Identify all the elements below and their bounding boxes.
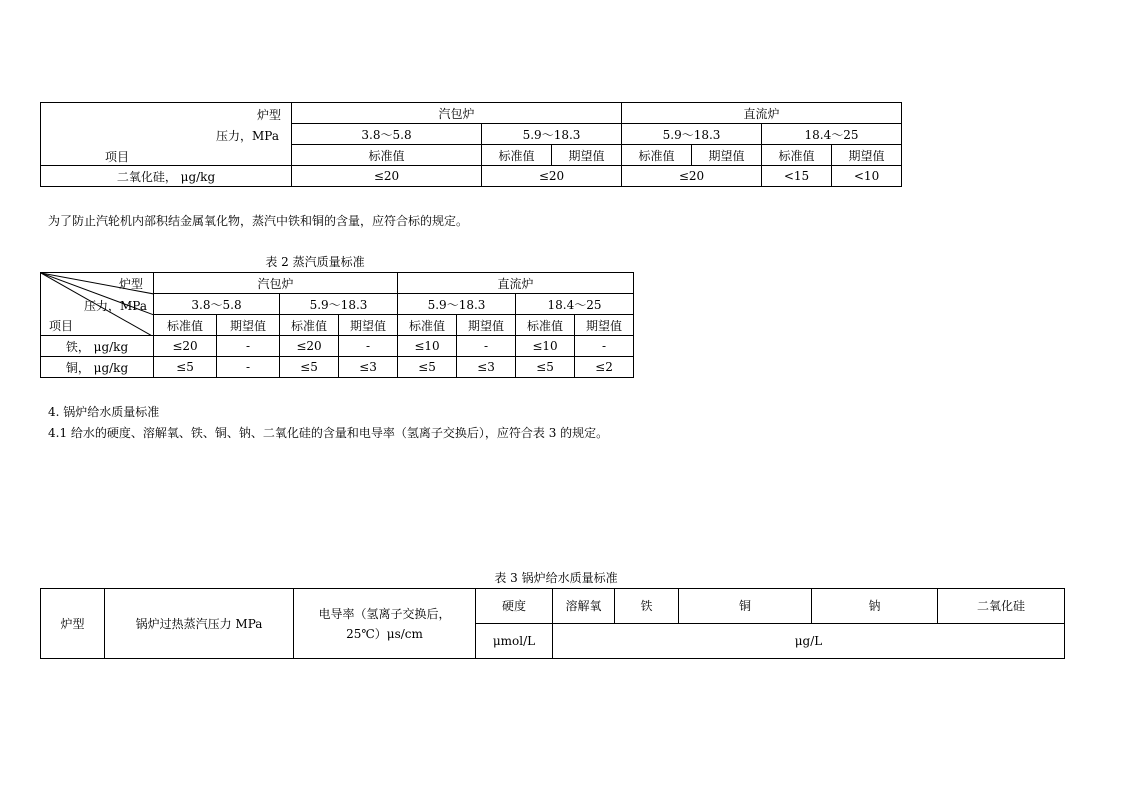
table2-once-through-header: 直流炉 <box>398 273 634 294</box>
table3-col-sodium: 钠 <box>812 589 938 624</box>
table2-standard-header: 标准值 <box>154 315 217 336</box>
table1-expected-header: 期望值 <box>692 145 762 166</box>
table2-cell: ≤5 <box>154 357 217 378</box>
table2-cell: ≤3 <box>457 357 516 378</box>
table1-boiler-type-label: 炉型 <box>256 108 281 122</box>
table1-pressure-label: 压力，MPa <box>216 129 279 143</box>
table2-boiler-type-label: 炉型 <box>118 277 143 291</box>
table2-cell: - <box>217 357 280 378</box>
table2-pressure-range: 5.9～18.3 <box>398 294 516 315</box>
table3-col-boiler-type: 炉型 <box>41 589 105 659</box>
table3-col-hardness: 硬度 <box>476 589 553 624</box>
table1-header-cell <box>41 103 292 166</box>
table2-cell: - <box>339 336 398 357</box>
table2-cell: - <box>457 336 516 357</box>
table2-cell: - <box>575 336 634 357</box>
section-heading: 4. 锅炉给水质量标准 <box>48 405 160 419</box>
table1-cell: ≤20 <box>482 166 622 187</box>
table1-pressure-range: 18.4～25 <box>762 124 902 145</box>
table2-cell: ≤5 <box>398 357 457 378</box>
table1-cell: <15 <box>762 166 832 187</box>
table2-cell: ≤20 <box>154 336 217 357</box>
table2-expected-header: 期望值 <box>575 315 634 336</box>
table2-row-label: 铁， μg/kg <box>41 336 154 357</box>
section-text: 4.1 给水的硬度、溶解氧、铁、铜、钠、二氧化硅的含量和电导率（氢离子交换后），应符合表 3 的规定。 <box>48 426 609 440</box>
table2-expected-header: 期望值 <box>217 315 280 336</box>
table2-item-label: 项目 <box>49 319 74 333</box>
table1-row-label: 二氧化硅， μg/kg <box>41 166 292 187</box>
feedwater-quality-table <box>40 588 1065 659</box>
table1-expected-header: 期望值 <box>552 145 622 166</box>
table2-cell: ≤2 <box>575 357 634 378</box>
table1-pressure-range: 3.8～5.8 <box>292 124 482 145</box>
table1-standard-header: 标准值 <box>762 145 832 166</box>
table1-standard-header: 标准值 <box>292 145 482 166</box>
table3-col-iron: 铁 <box>615 589 679 624</box>
table3-unit-hardness: μmol/L <box>476 624 553 659</box>
table2-cell: ≤10 <box>516 336 575 357</box>
steam-quality-table <box>40 272 634 378</box>
table2-cell: ≤20 <box>280 336 339 357</box>
table1-cell: <10 <box>832 166 902 187</box>
paragraph-iron-copper: 为了防止汽轮机内部积结金属氧化物，蒸汽中铁和铜的含量，应符合标的规定。 <box>48 214 469 228</box>
table2-pressure-range: 3.8～5.8 <box>154 294 280 315</box>
table-row <box>41 166 902 187</box>
table1-drum-boiler-header: 汽包炉 <box>292 103 622 124</box>
table2-standard-header: 标准值 <box>398 315 457 336</box>
table2-pressure-range: 5.9～18.3 <box>280 294 398 315</box>
table2-pressure-range: 18.4～25 <box>516 294 634 315</box>
table-row <box>41 357 634 378</box>
table1-cell: ≤20 <box>622 166 762 187</box>
table1-cell: ≤20 <box>292 166 482 187</box>
table2-caption: 表 2 蒸汽质量标准 <box>265 255 365 269</box>
table2-row-label: 铜， μg/kg <box>41 357 154 378</box>
table2-drum-boiler-header: 汽包炉 <box>154 273 398 294</box>
table-row <box>41 336 634 357</box>
table3-caption: 表 3 锅炉给水质量标准 <box>494 571 618 585</box>
table1-standard-header: 标准值 <box>622 145 692 166</box>
table1-pressure-range: 5.9～18.3 <box>622 124 762 145</box>
table2-standard-header: 标准值 <box>280 315 339 336</box>
table3-unit-mass: μg/L <box>553 624 1065 659</box>
table1-standard-header: 标准值 <box>482 145 552 166</box>
silica-standard-table <box>40 102 902 187</box>
table1-item-label: 项目 <box>105 150 130 164</box>
table2-pressure-label: 压力，MPa <box>84 299 147 313</box>
table2-standard-header: 标准值 <box>516 315 575 336</box>
table3-col-conductivity: 电导率（氢离子交换后，25℃）μs/cm <box>294 589 476 659</box>
table3-col-pressure: 锅炉过热蒸汽压力 MPa <box>105 589 294 659</box>
table2-cell: ≤5 <box>516 357 575 378</box>
table3-col-copper: 铜 <box>679 589 812 624</box>
table2-cell: ≤5 <box>280 357 339 378</box>
table3-col-silica: 二氧化硅 <box>938 589 1065 624</box>
table3-col-dissolved-oxygen: 溶解氧 <box>553 589 615 624</box>
table2-header-cell <box>41 273 154 336</box>
table1-pressure-range: 5.9～18.3 <box>482 124 622 145</box>
table1-expected-header: 期望值 <box>832 145 902 166</box>
table2-cell: ≤10 <box>398 336 457 357</box>
table1-once-through-header: 直流炉 <box>622 103 902 124</box>
table2-cell: - <box>217 336 280 357</box>
table2-expected-header: 期望值 <box>339 315 398 336</box>
table2-cell: ≤3 <box>339 357 398 378</box>
table2-expected-header: 期望值 <box>457 315 516 336</box>
